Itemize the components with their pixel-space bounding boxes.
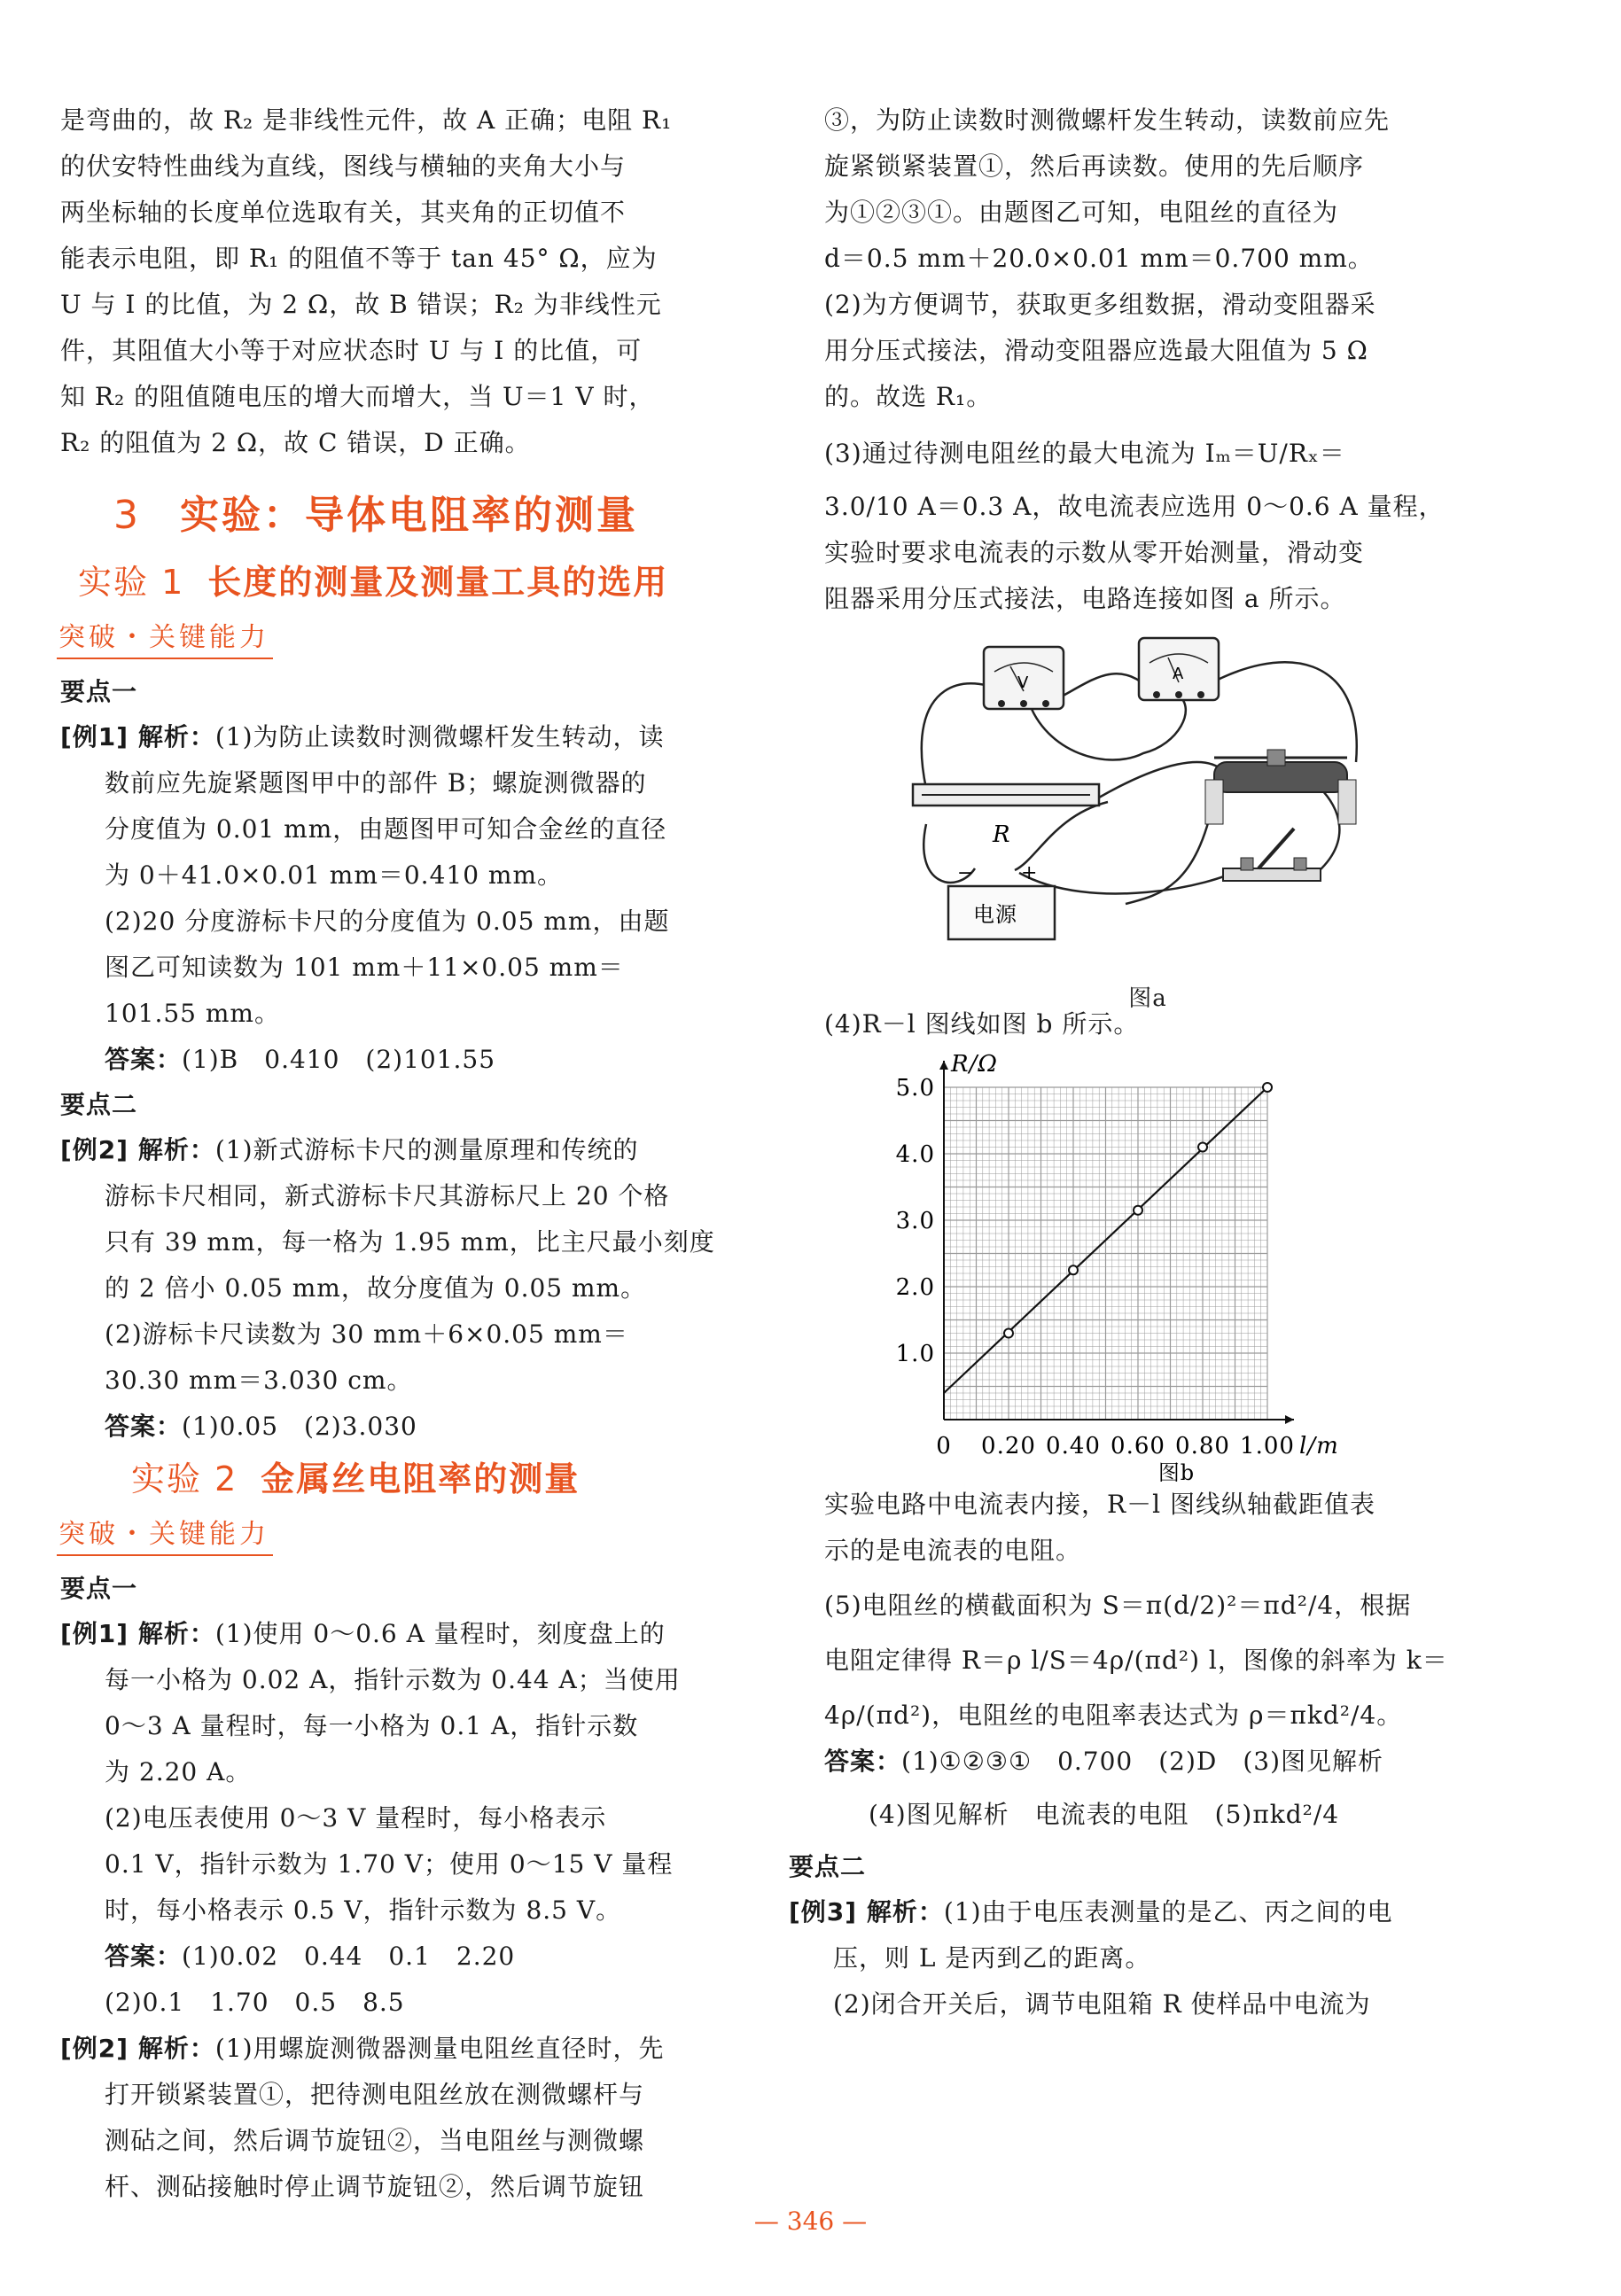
text-line: 打开锁紧装置①，把待测电阻丝放在测微螺杆与 xyxy=(105,2080,645,2109)
voltmeter-label: V xyxy=(1017,673,1030,692)
r-l-chart-svg xyxy=(824,1047,1471,1482)
power-label: 电源 xyxy=(973,902,1017,927)
text-line: 杆、测砧接触时停止调节旋钮②，然后调节旋钮 xyxy=(105,2172,645,2201)
answer-label: 答案： xyxy=(105,1045,183,1074)
example-label: [例2] 解析： xyxy=(60,2034,215,2063)
switch-icon xyxy=(1223,829,1321,881)
example-5-block xyxy=(789,1889,1471,2027)
text-line-content: (1)使用 0～0.6 A 量程时，刻度盘上的 xyxy=(214,1619,666,1648)
text-line xyxy=(789,1889,1471,1935)
right-paragraph-a xyxy=(824,97,1471,420)
text-line: 的 2 倍小 0.05 mm，故分度值为 0.05 mm。 xyxy=(105,1273,647,1303)
example-label: [例3] 解析： xyxy=(789,1897,944,1926)
text-line-content: (1)为防止读数时测微螺杆发生转动，读 xyxy=(214,722,665,751)
text-line: ③，为防止读数时测微螺杆发生转动，读数前应先 xyxy=(824,105,1391,135)
text-line: 能表示电阻，即 R₁ 的阻值不等于 tan 45° Ω，应为 xyxy=(60,244,658,273)
max-current-line: (3)通过待测电阻丝的最大电流为 Iₘ＝U/Rₓ＝ xyxy=(824,439,1345,468)
resistor-wire-icon xyxy=(913,784,1099,848)
y-tick-label: 2.0 xyxy=(895,1274,935,1301)
text-line: 游标卡尺相同，新式游标卡尺其游标尺上 20 个格 xyxy=(105,1181,670,1210)
text-line: 两坐标轴的长度单位选取有关，其夹角的正切值不 xyxy=(60,198,627,227)
answer-1 xyxy=(60,1037,721,1083)
experiment-2-title xyxy=(131,1455,721,1503)
intro-paragraph xyxy=(60,97,721,466)
text-line: 测砧之间，然后调节旋钮②，当电阻丝与测微螺 xyxy=(105,2126,645,2155)
text-line: 用分压式接法，滑动变阻器应选最大阻值为 5 Ω xyxy=(824,336,1368,365)
text-line: 的伏安特性曲线为直线，图线与横轴的夹角大小与 xyxy=(60,152,627,181)
wire xyxy=(1312,789,1339,877)
text-line: R₂ 的阻值为 2 Ω，故 C 错误，D 正确。 xyxy=(60,428,531,457)
example-1-block xyxy=(60,714,721,1037)
text-line: 0.1 V，指针示数为 1.70 V；使用 0～15 V 量程 xyxy=(105,1849,674,1879)
text-line: 实验时要求电流表的示数从零开始测量，滑动变 xyxy=(824,538,1365,567)
figure-b-label: 图b xyxy=(1157,1460,1196,1482)
key-ability-tag-2: 突破・关键能力 xyxy=(57,1515,273,1556)
point-3-heading: 要点一 xyxy=(60,1574,138,1603)
example-2-block xyxy=(60,1127,721,1404)
key-ability-tag-1: 突破・关键能力 xyxy=(57,619,273,659)
plus-label: + xyxy=(1021,862,1039,884)
section-title xyxy=(113,489,721,542)
power-supply-icon xyxy=(948,862,1055,939)
text-line: 为 0＋41.0×0.01 mm＝0.410 mm。 xyxy=(105,860,564,890)
x-axis-label: l/m xyxy=(1299,1433,1339,1459)
answer-3a-text: (1)0.02 0.44 0.1 2.20 xyxy=(182,1942,516,1971)
circuit-figure xyxy=(824,629,1471,1012)
data-point xyxy=(1198,1143,1207,1152)
cross-section-line: (5)电阻丝的横截面积为 S＝π(d/2)²＝πd²/4，根据 xyxy=(824,1591,1412,1620)
y-tick-label: 5.0 xyxy=(895,1075,935,1101)
rheostat-icon xyxy=(1205,750,1356,824)
experiment-2-title-text: 金属丝电阻率的测量 xyxy=(261,1459,581,1498)
point-1-heading: 要点一 xyxy=(60,677,138,706)
text-line xyxy=(60,714,721,760)
text-line: d＝0.5 mm＋20.0×0.01 mm＝0.700 mm。 xyxy=(824,244,1374,273)
text-line: (2)为方便调节，获取更多组数据，滑动变阻器采 xyxy=(824,290,1376,319)
text-line: 101.55 mm。 xyxy=(105,999,280,1028)
x-tick-label: 0.20 xyxy=(981,1433,1036,1459)
text-line-content: (1)用螺旋测微器测量电阻丝直径时，先 xyxy=(214,2034,665,2063)
answer-label: 答案： xyxy=(824,1747,902,1776)
text-line xyxy=(60,1611,721,1657)
answer-right-b: (4)图见解析 电流表的电阻 (5)πkd²/4 xyxy=(869,1800,1340,1829)
x-tick-label: 0 xyxy=(936,1433,952,1459)
text-line: 的。故选 R₁。 xyxy=(824,382,993,411)
text-line: 为 2.20 A。 xyxy=(105,1757,252,1786)
example-label: [例1] 解析： xyxy=(60,1619,215,1648)
x-tick-label: 0.60 xyxy=(1111,1433,1165,1459)
max-current-line-2: 3.0/10 A＝0.3 A，故电流表应选用 0～0.6 A 量程， xyxy=(824,492,1445,521)
y-tick-label: 3.0 xyxy=(895,1208,935,1234)
answer-label: 答案： xyxy=(105,1412,183,1441)
text-line: 0～3 A 量程时，每一小格为 0.1 A，指针示数 xyxy=(105,1711,639,1740)
y-axis-arrow xyxy=(939,1061,948,1070)
text-line-content: (1)新式游标卡尺的测量原理和传统的 xyxy=(214,1135,639,1164)
example-4-block xyxy=(60,2026,721,2210)
wire xyxy=(1099,762,1223,798)
answer-3b: (2)0.1 1.70 0.5 8.5 xyxy=(105,1988,405,2017)
data-point xyxy=(1263,1083,1272,1092)
figure-a-label: 图a xyxy=(1128,985,1167,1012)
x-tick-label: 0.40 xyxy=(1046,1433,1101,1459)
section-title-text: 实验：导体电阻率的测量 xyxy=(180,493,638,538)
r-l-chart xyxy=(824,1047,1471,1482)
text-line: 实验电路中电流表内接，R－l 图线纵轴截距值表 xyxy=(824,1490,1376,1519)
text-line: (2)游标卡尺读数为 30 mm＋6×0.05 mm＝ xyxy=(105,1319,628,1349)
text-line: (2)闭合开关后，调节电阻箱 R 使样品中电流为 xyxy=(833,1989,1371,2019)
text-line xyxy=(60,2026,721,2072)
experiment-1-number: 实验 1 xyxy=(78,563,185,602)
text-line: 旋紧锁紧装置①，然后再读数。使用的先后顺序 xyxy=(824,152,1365,181)
example-label: [例2] 解析： xyxy=(60,1135,215,1164)
point-right-heading: 要点二 xyxy=(789,1852,867,1881)
right-paragraph-b xyxy=(824,530,1471,622)
text-line: 知 R₂ 的阻值随电压的增大而增大，当 U＝1 V 时， xyxy=(60,382,655,411)
wire xyxy=(1196,662,1357,762)
text-line: 示的是电流表的电阻。 xyxy=(824,1536,1082,1565)
wire xyxy=(1015,802,1108,870)
right-column xyxy=(789,97,1471,2027)
section-number: 3 xyxy=(113,493,141,538)
example-3-block xyxy=(60,1611,721,1934)
text-line: 阻器采用分压式接法，电路连接如图 a 所示。 xyxy=(824,584,1346,613)
answer-2 xyxy=(60,1404,721,1450)
ammeter-icon xyxy=(1139,638,1219,700)
text-line: 30.30 mm＝3.030 cm。 xyxy=(105,1366,413,1395)
text-line: U 与 I 的比值，为 2 Ω，故 B 错误；R₂ 为非线性元 xyxy=(60,290,662,319)
text-line xyxy=(60,1127,721,1173)
data-point xyxy=(1069,1265,1078,1274)
text-line: 是弯曲的，故 R₂ 是非线性元件，故 A 正确；电阻 R₁ xyxy=(60,105,673,135)
resistor-label: R xyxy=(993,821,1011,848)
text-line: 为①②③①。由题图乙可知，电阻丝的直径为 xyxy=(824,198,1339,227)
circuit-diagram xyxy=(824,629,1471,966)
answer-2-text: (1)0.05 (2)3.030 xyxy=(182,1412,417,1441)
resistivity-line: 4ρ/(πd²)，电阻丝的电阻率表达式为 ρ＝πkd²/4。 xyxy=(824,1701,1403,1730)
r-l-line: (4)R－l 图线如图 b 所示。 xyxy=(824,1009,1140,1039)
data-point xyxy=(1134,1206,1142,1215)
example-label: [例1] 解析： xyxy=(60,722,215,751)
ammeter-label: A xyxy=(1173,665,1185,683)
point-2-heading: 要点二 xyxy=(60,1090,138,1119)
experiment-1-title-text: 长度的测量及测量工具的选用 xyxy=(207,563,669,602)
data-point xyxy=(1004,1329,1013,1338)
text-line: (2)20 分度游标卡尺的分度值为 0.05 mm，由题 xyxy=(105,907,670,936)
text-line: 件，其阻值大小等于对应状态时 U 与 I 的比值，可 xyxy=(60,336,643,365)
x-axis-arrow xyxy=(1285,1415,1294,1424)
x-tick-label: 1.00 xyxy=(1240,1433,1295,1459)
text-line: 图乙可知读数为 101 mm＋11×0.05 mm＝ xyxy=(105,953,624,982)
answer-right-a xyxy=(824,1739,1471,1785)
y-tick-label: 1.0 xyxy=(895,1341,935,1367)
text-line: 时，每小格表示 0.5 V，指针示数为 8.5 V。 xyxy=(105,1895,622,1925)
left-column xyxy=(60,97,721,2210)
experiment-1-title xyxy=(78,558,721,606)
text-line: 压，则 L 是丙到乙的距离。 xyxy=(833,1943,1151,1973)
text-line-content: (1)由于电压表测量的是乙、丙之间的电 xyxy=(943,1897,1393,1926)
page-number: — 346 — xyxy=(753,2206,868,2236)
answer-3a xyxy=(60,1934,721,1980)
right-paragraph-c xyxy=(824,1482,1471,1574)
answer-label: 答案： xyxy=(105,1942,183,1971)
answer-right-a-text: (1)①②③① 0.700 (2)D (3)图见解析 xyxy=(901,1747,1384,1776)
answer-1-text: (1)B 0.410 (2)101.55 xyxy=(182,1045,496,1074)
wire xyxy=(1055,673,1152,700)
voltmeter-icon xyxy=(984,647,1064,709)
resistance-law-line: 电阻定律得 R＝ρ l/S＝4ρ/(πd²) l，图像的斜率为 k＝ xyxy=(824,1646,1448,1675)
text-line: 只有 39 mm，每一格为 1.95 mm，比主尺最小刻度 xyxy=(105,1227,715,1257)
text-line: 数前应先旋紧题图甲中的部件 B；螺旋测微器的 xyxy=(105,768,647,798)
text-line: (2)电压表使用 0～3 V 量程时，每小格表示 xyxy=(105,1803,607,1833)
y-tick-label: 4.0 xyxy=(895,1141,935,1168)
text-line: 每一小格为 0.02 A，指针示数为 0.44 A；当使用 xyxy=(105,1665,681,1694)
y-axis-label: R/Ω xyxy=(951,1051,998,1078)
minus-label: − xyxy=(957,862,975,884)
experiment-2-number: 实验 2 xyxy=(131,1459,238,1498)
text-line: 分度值为 0.01 mm，由题图甲可知合金丝的直径 xyxy=(105,814,667,844)
x-tick-label: 0.80 xyxy=(1175,1433,1230,1459)
wire xyxy=(1126,798,1214,904)
